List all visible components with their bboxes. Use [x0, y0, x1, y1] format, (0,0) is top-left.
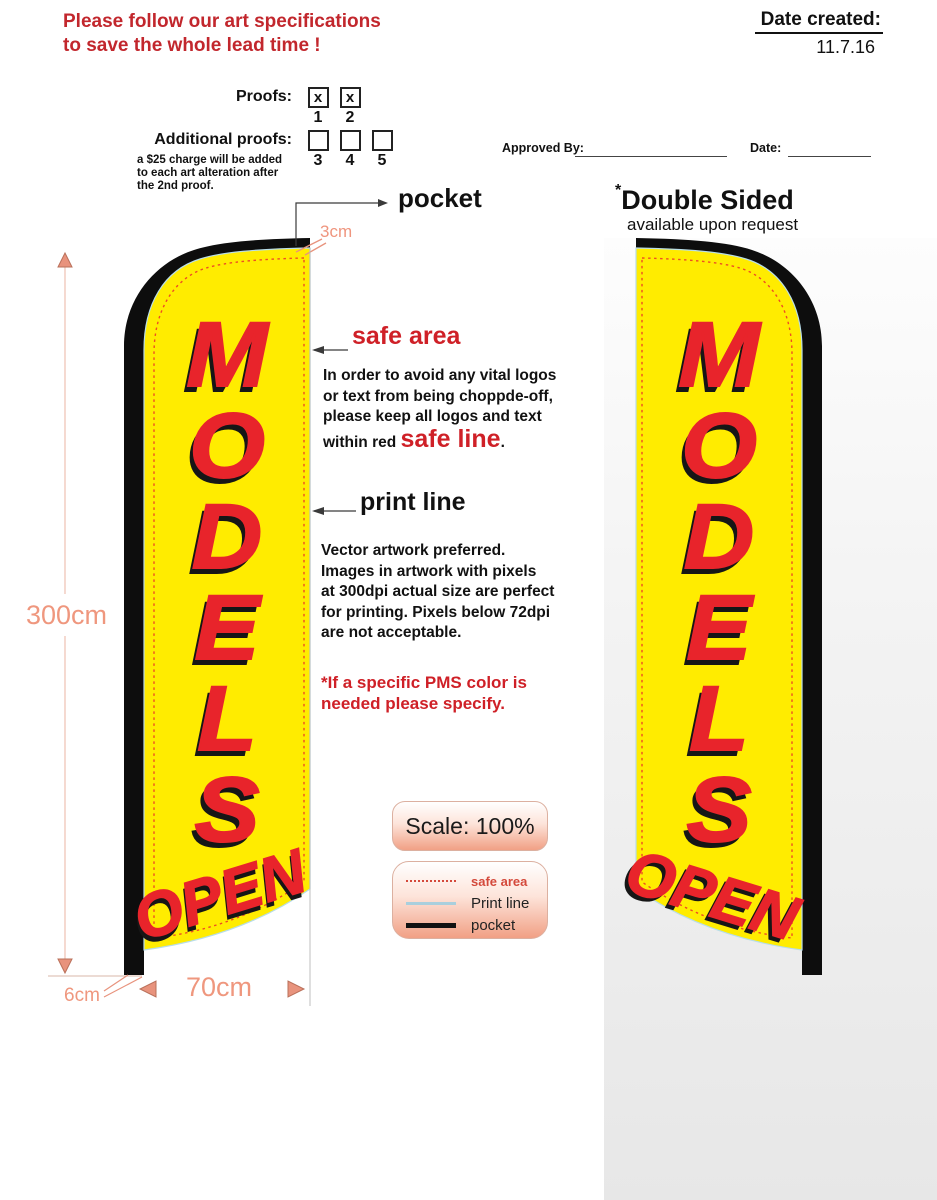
proof-checkbox-1	[306, 87, 330, 127]
proof-checkbox-4	[338, 130, 362, 170]
legend-swatch-safe-area	[406, 880, 456, 882]
additional-proofs-label: Additional proofs:	[154, 131, 292, 148]
pocket-callout-arrowhead	[378, 199, 388, 207]
legend-row-print-line	[393, 892, 547, 914]
flag-letter: M	[186, 304, 268, 406]
pms-color-note-line1: *If a specific PMS color is	[321, 673, 527, 692]
double-sided-asterisk: *	[615, 182, 622, 199]
art-spec-notice-line1: Please follow our art specifications	[63, 11, 381, 32]
double-sided-title: *Double Sided	[615, 182, 794, 215]
legend-swatch-print-line	[406, 902, 456, 905]
height-dimension-arrow-down	[58, 959, 72, 973]
proof-checkbox-5-number: 5	[377, 152, 387, 169]
date-created-block	[733, 9, 883, 58]
proof-checkbox-5-box[interactable]	[372, 130, 393, 151]
scale-badge: Scale: 100%	[392, 801, 548, 851]
artwork-paragraph	[321, 541, 601, 644]
flag-back	[617, 232, 828, 982]
pocket-size-label: 3cm	[320, 222, 353, 241]
proof-checkbox-4-number: 4	[345, 152, 355, 169]
flag-letter: D	[191, 486, 263, 588]
pocket-callout-label: pocket	[398, 183, 482, 213]
art-spec-notice	[63, 10, 381, 57]
approval-date-line[interactable]	[788, 156, 871, 157]
legend-box	[392, 861, 548, 939]
charge-note-line2: to each art alteration after	[137, 167, 279, 179]
height-dimension-arrow-up	[58, 253, 72, 267]
flag-letter: S	[686, 759, 752, 861]
width-dimension-arrow-right	[288, 981, 304, 997]
artwork-paragraph-line3: at 300dpi actual size are perfect	[321, 583, 555, 600]
legend-swatch-pocket	[406, 923, 456, 928]
flag-letter: L	[197, 668, 257, 770]
approved-by-signature-line[interactable]	[575, 156, 727, 157]
width-dimension-arrow-left	[140, 981, 156, 997]
flag-letter: O	[681, 395, 757, 497]
approval-date-label: Date:	[750, 141, 782, 155]
proof-checkbox-2-box[interactable]: x	[340, 87, 361, 108]
safe-area-paragraph-line2: or text from being choppde-off,	[323, 387, 553, 405]
proof-checkbox-1-number: 1	[313, 109, 323, 126]
safe-area-callout-label: safe area	[352, 322, 461, 350]
proof-checkbox-3	[306, 130, 330, 170]
flag-open-word: OPEN	[125, 836, 315, 955]
flag-letter: E	[194, 577, 260, 679]
flag-front	[118, 232, 318, 982]
proof-checkbox-3-number: 3	[313, 152, 323, 169]
double-sided-subtitle: available upon request	[627, 215, 799, 234]
pms-color-note	[321, 672, 527, 714]
double-sided-block	[615, 182, 798, 235]
date-created-value: 11.7.16	[816, 37, 875, 57]
flag-front-letters	[127, 304, 327, 861]
legend-label-pocket: pocket	[471, 916, 516, 934]
safe-area-paragraph-line1: In order to avoid any vital logos	[323, 367, 557, 384]
proof-checkbox-1-box[interactable]: x	[308, 87, 329, 108]
charge-note-line3: the 2nd proof.	[137, 180, 214, 192]
safe-area-paragraph-line4: within red safe line.	[323, 424, 505, 453]
artwork-paragraph-line5: are not acceptable.	[321, 624, 462, 641]
height-dimension-label: 300cm	[24, 597, 109, 634]
charge-note	[137, 154, 282, 193]
legend-row-pocket	[393, 914, 547, 936]
safe-area-paragraph-line3: please keep all logos and text	[323, 408, 542, 425]
proof-checkbox-3-box[interactable]	[308, 130, 329, 151]
flag-letter: S	[194, 759, 260, 861]
proof-checkbox-2-number: 2	[345, 109, 355, 126]
art-spec-notice-line2: to save the whole lead time !	[63, 34, 321, 56]
date-created-label: Date created:	[755, 9, 883, 34]
print-line-callout-label: print line	[360, 488, 466, 516]
legend-label-safe-area: safe area	[471, 873, 528, 889]
approved-by-label: Approved By:	[502, 141, 584, 155]
safe-line-highlight: safe line	[400, 424, 501, 453]
legend-row-safe-area	[393, 870, 547, 892]
flag-letter: O	[189, 395, 265, 497]
charge-note-line1: a $25 charge will be added	[137, 154, 283, 166]
artwork-paragraph-line2: Images in artwork with pixels	[321, 562, 537, 580]
flag-letter: M	[678, 304, 760, 406]
artwork-paragraph-line4: for printing. Pixels below 72dpi	[321, 603, 551, 621]
legend-label-print-line: Print line	[471, 894, 530, 912]
proof-checkbox-5	[370, 130, 394, 170]
proofs-label: Proofs:	[236, 88, 292, 105]
proof-checkbox-4-box[interactable]	[340, 130, 361, 151]
artwork-paragraph-line1: Vector artwork preferred.	[321, 542, 506, 559]
pocket-bottom-dimension-label: 6cm	[64, 985, 100, 1006]
flag-letter: D	[683, 486, 755, 588]
flag-letter: L	[689, 668, 749, 770]
flag-open-word: OPEN	[617, 836, 807, 955]
pms-color-note-line2: needed please specify.	[321, 694, 505, 713]
flag-back-letters	[619, 304, 819, 861]
flag-letter: E	[686, 577, 752, 679]
width-dimension-label: 70cm	[186, 972, 253, 1002]
safe-area-paragraph	[323, 366, 598, 453]
proof-checkbox-2	[338, 87, 362, 127]
